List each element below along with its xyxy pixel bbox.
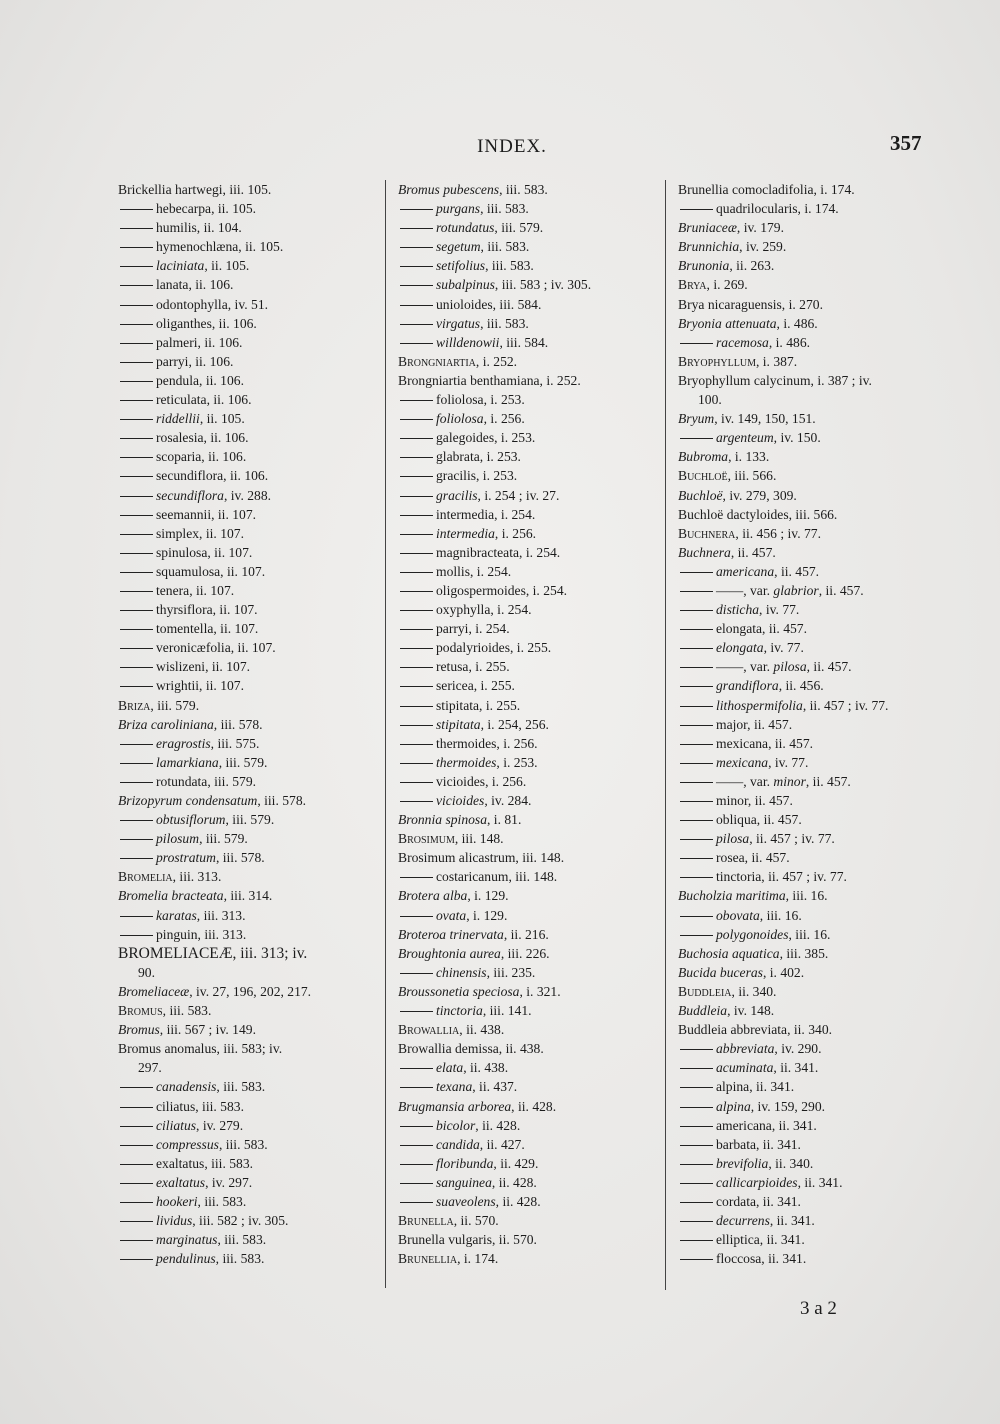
index-entry: obovata, iii. 16. [678, 906, 940, 925]
index-entry: mollis, i. 254. [398, 562, 660, 581]
index-entry: Brizopyrum condensatum, iii. 578. [118, 793, 307, 808]
index-entry: Bucida buceras, i. 402. [678, 964, 805, 980]
index-entry: Buchnera, ii. 457. [678, 544, 776, 560]
index-entry: magnibracteata, i. 254. [398, 543, 660, 562]
index-entry: seemannii, ii. 107. [118, 505, 380, 524]
index-entry: Bromelia bracteata, iii. 314. [118, 888, 273, 904]
index-entry: lamarkiana, iii. 579. [118, 753, 380, 772]
column-divider [385, 180, 386, 1288]
index-entry: prostratum, iii. 578. [118, 848, 380, 867]
index-entry: stipitata, i. 254, 256. [398, 715, 660, 734]
index-entry: Brunella vulgaris, ii. 570. [398, 1232, 537, 1248]
index-entry: foliolosa, i. 253. [398, 390, 660, 409]
index-entry: tenera, ii. 107. [118, 581, 380, 600]
index-entry: sanguinea, ii. 428. [398, 1173, 660, 1192]
index-entry: Buddleia, iv. 148. [678, 1003, 775, 1019]
index-entry: elongata, ii. 457. [678, 619, 940, 638]
index-entry: intermedia, i. 256. [398, 524, 660, 543]
index-entry: ovata, i. 129. [398, 906, 660, 925]
index-entry: Browallia demissa, ii. 438. [398, 1041, 544, 1057]
index-entry: Broussonetia speciosa, i. 321. [398, 983, 561, 999]
page-title: INDEX. [477, 136, 547, 157]
index-entry: 90. [138, 964, 155, 980]
index-entry: floccosa, ii. 341. [678, 1249, 940, 1268]
index-entry: sericea, i. 255. [398, 676, 660, 695]
index-entry: hookeri, iii. 583. [118, 1192, 380, 1211]
index-entry: Buddleia abbreviata, ii. 340. [678, 1022, 833, 1038]
index-entry: rosalesia, ii. 106. [118, 428, 380, 447]
index-entry: Brongniartia benthamiana, i. 252. [398, 372, 581, 388]
index-entry: Briza caroliniana, iii. 578. [118, 716, 263, 732]
index-entry: oliganthes, ii. 106. [118, 314, 380, 333]
index-entry: vicioides, iv. 284. [398, 791, 660, 810]
index-entry: parryi, ii. 106. [118, 352, 380, 371]
index-entry: Buchnera, ii. 456 ; iv. 77. [678, 525, 821, 541]
index-entry: Buchosia aquatica, iii. 385. [678, 945, 829, 961]
index-entry: elongata, iv. 77. [678, 638, 940, 657]
index-entry: Brunellia comocladifolia, i. 174. [678, 182, 855, 197]
index-entry: thermoides, i. 256. [398, 734, 660, 753]
index-entry: parryi, i. 254. [398, 619, 660, 638]
index-entry: exaltatus, iii. 583. [118, 1154, 380, 1173]
index-entry: marginatus, iii. 583. [118, 1230, 380, 1249]
index-entry: ——, var. minor, ii. 457. [678, 772, 940, 791]
index-entry: pinguin, iii. 313. [118, 925, 380, 944]
index-entry: ——, var. glabrior, ii. 457. [678, 581, 940, 600]
index-entry: virgatus, iii. 583. [398, 314, 660, 333]
index-entry: Broughtonia aurea, iii. 226. [398, 945, 550, 961]
index-entry: obliqua, ii. 457. [678, 810, 940, 829]
index-entry: exaltatus, iv. 297. [118, 1173, 380, 1192]
index-entry: karatas, iii. 313. [118, 906, 380, 925]
index-entry: grandiflora, ii. 456. [678, 676, 940, 695]
index-entry: galegoides, i. 253. [398, 428, 660, 447]
index-entry: thermoides, i. 253. [398, 753, 660, 772]
index-entry: reticulata, ii. 106. [118, 390, 380, 409]
index-entry: Bryum, iv. 149, 150, 151. [678, 411, 816, 427]
index-entry: Bronnia spinosa, i. 81. [398, 812, 522, 828]
signature-mark: 3 a 2 [800, 1298, 837, 1319]
index-entry: ciliatus, iv. 279. [118, 1116, 380, 1135]
index-entry: rotundatus, iii. 579. [398, 218, 660, 237]
index-entry: Bryonia attenuata, i. 486. [678, 315, 818, 331]
index-entry: Bromeliaceæ, iv. 27, 196, 202, 217. [118, 983, 312, 999]
index-entry: racemosa, i. 486. [678, 333, 940, 352]
index-entry: rotundata, iii. 579. [118, 772, 380, 791]
index-entry: costaricanum, iii. 148. [398, 867, 660, 886]
index-entry: major, ii. 457. [678, 715, 940, 734]
index-entry: wrightii, ii. 107. [118, 676, 380, 695]
index-entry: pilosa, ii. 457 ; iv. 77. [678, 829, 940, 848]
index-entry: riddellii, ii. 105. [118, 409, 380, 428]
index-entry: floribunda, ii. 429. [398, 1154, 660, 1173]
index-entry: abbreviata, iv. 290. [678, 1039, 940, 1058]
index-entry: wislizeni, ii. 107. [118, 657, 380, 676]
index-entry: Bromelia, iii. 313. [118, 869, 222, 885]
index-entry: stipitata, i. 255. [398, 696, 660, 715]
index-entry: Bubroma, i. 133. [678, 449, 770, 465]
index-entry: thyrsiflora, ii. 107. [118, 600, 380, 619]
index-entry: 297. [138, 1060, 162, 1076]
index-entry: Broteroa trinervata, ii. 216. [398, 926, 549, 942]
index-entry: secundiflora, ii. 106. [118, 466, 380, 485]
index-entry: 100. [698, 392, 722, 408]
index-entry: intermedia, i. 254. [398, 505, 660, 524]
index-entry: tomentella, ii. 107. [118, 619, 380, 638]
index-entry: Buchloë dactyloides, iii. 566. [678, 506, 838, 522]
index-entry: pendulinus, iii. 583. [118, 1249, 380, 1268]
index-entry: Buddleia, ii. 340. [678, 983, 777, 999]
index-entry: pendula, ii. 106. [118, 371, 380, 390]
index-entry: rosea, ii. 457. [678, 848, 940, 867]
index-entry: squamulosa, ii. 107. [118, 562, 380, 581]
index-entry: pilosum, iii. 579. [118, 829, 380, 848]
index-entry: veronicæfolia, ii. 107. [118, 638, 380, 657]
index-entry: Brotera alba, i. 129. [398, 888, 509, 904]
index-entry: spinulosa, ii. 107. [118, 543, 380, 562]
index-entry: odontophylla, iv. 51. [118, 295, 380, 314]
index-entry: gracilis, i. 253. [398, 466, 660, 485]
index-entry: setifolius, iii. 583. [398, 256, 660, 275]
index-entry: tinctoria, iii. 141. [398, 1001, 660, 1020]
index-entry: Buchloë, iv. 279, 309. [678, 487, 797, 503]
index-entry: Buchloë, iii. 566. [678, 468, 777, 484]
index-entry: lithospermifolia, ii. 457 ; iv. 77. [678, 696, 940, 715]
index-entry: Bromus pubescens, iii. 583. [398, 182, 548, 197]
index-entry: retusa, i. 255. [398, 657, 660, 676]
index-entry: podalyrioides, i. 255. [398, 638, 660, 657]
index-entry: Brunellia, i. 174. [398, 1251, 499, 1267]
index-entry: Bryophyllum calycinum, i. 387 ; iv. [678, 372, 872, 388]
index-entry: hebecarpa, ii. 105. [118, 199, 380, 218]
index-entry: vicioides, i. 256. [398, 772, 660, 791]
index-entry: disticha, iv. 77. [678, 600, 940, 619]
index-entry: cordata, ii. 341. [678, 1192, 940, 1211]
index-entry: ——, var. pilosa, ii. 457. [678, 657, 940, 676]
index-entry: palmeri, ii. 106. [118, 333, 380, 352]
index-entry: gracilis, i. 254 ; iv. 27. [398, 486, 660, 505]
index-entry: Brosimum alicastrum, iii. 148. [398, 850, 565, 866]
index-entry: Bromus, iii. 583. [118, 1003, 212, 1019]
index-entry: willdenowii, iii. 584. [398, 333, 660, 352]
index-entry: chinensis, iii. 235. [398, 963, 660, 982]
index-entry: simplex, ii. 107. [118, 524, 380, 543]
index-entry: oligospermoides, i. 254. [398, 581, 660, 600]
index-entry: oxyphylla, i. 254. [398, 600, 660, 619]
index-entry: alpina, ii. 341. [678, 1077, 940, 1096]
index-entry: Bruniaceæ, iv. 179. [678, 220, 784, 236]
column-divider [665, 180, 666, 1290]
index-entry: Brya nicaraguensis, i. 270. [678, 296, 823, 312]
index-entry: Brunella, ii. 570. [398, 1213, 499, 1229]
index-entry: ciliatus, iii. 583. [118, 1097, 380, 1116]
index-entry: Brongniartia, i. 252. [398, 353, 518, 369]
index-column-3 [678, 180, 940, 1268]
index-entry: texana, ii. 437. [398, 1077, 660, 1096]
index-entry: Brya, i. 269. [678, 277, 748, 293]
index-entry: Brickellia hartwegi, iii. 105. [118, 182, 272, 197]
index-entry: Brosimum, iii. 148. [398, 831, 504, 847]
index-entry: Brunonia, ii. 263. [678, 258, 775, 274]
index-entry: lividus, iii. 582 ; iv. 305. [118, 1211, 380, 1230]
index-entry: foliolosa, i. 256. [398, 409, 660, 428]
index-column-2 [398, 180, 660, 1268]
index-entry: Bromus, iii. 567 ; iv. 149. [118, 1022, 256, 1038]
index-entry: tinctoria, ii. 457 ; iv. 77. [678, 867, 940, 886]
index-entry: Browallia, ii. 438. [398, 1022, 505, 1038]
index-entry: laciniata, ii. 105. [118, 256, 380, 275]
index-entry: humilis, ii. 104. [118, 218, 380, 237]
index-entry: eragrostis, iii. 575. [118, 734, 380, 753]
index-entry: Bromus anomalus, iii. 583; iv. [118, 1041, 283, 1057]
index-entry: Brunnichia, iv. 259. [678, 239, 787, 255]
index-entry: polygonoides, iii. 16. [678, 925, 940, 944]
index-entry: mexicana, ii. 457. [678, 734, 940, 753]
index-entry: barbata, ii. 341. [678, 1135, 940, 1154]
index-entry: elliptica, ii. 341. [678, 1230, 940, 1249]
index-entry: argenteum, iv. 150. [678, 428, 940, 447]
index-entry: secundiflora, iv. 288. [118, 486, 380, 505]
index-entry: canadensis, iii. 583. [118, 1077, 380, 1096]
index-entry: Bryophyllum, i. 387. [678, 353, 798, 369]
index-entry: compressus, iii. 583. [118, 1135, 380, 1154]
index-entry: decurrens, ii. 341. [678, 1211, 940, 1230]
index-entry: Briza, iii. 579. [118, 697, 200, 713]
index-entry: Bucholzia maritima, iii. 16. [678, 888, 828, 904]
index-entry: Brugmansia arborea, ii. 428. [398, 1098, 557, 1114]
index-entry: subalpinus, iii. 583 ; iv. 305. [398, 275, 660, 294]
index-entry: americana, ii. 341. [678, 1116, 940, 1135]
index-entry: glabrata, i. 253. [398, 447, 660, 466]
index-entry: hymenochlæna, ii. 105. [118, 237, 380, 256]
index-entry: mexicana, iv. 77. [678, 753, 940, 772]
index-entry: candida, ii. 427. [398, 1135, 660, 1154]
index-entry: purgans, iii. 583. [398, 199, 660, 218]
index-entry: alpina, iv. 159, 290. [678, 1097, 940, 1116]
index-entry: brevifolia, ii. 340. [678, 1154, 940, 1173]
index-entry: quadrilocularis, i. 174. [678, 199, 940, 218]
index-entry: segetum, iii. 583. [398, 237, 660, 256]
index-entry: americana, ii. 457. [678, 562, 940, 581]
index-entry: BROMELIACEÆ, iii. 313; iv. [118, 944, 308, 962]
index-entry: suaveolens, ii. 428. [398, 1192, 660, 1211]
index-column-1 [118, 180, 380, 1268]
index-entry: unioloides, iii. 584. [398, 295, 660, 314]
index-entry: acuminata, ii. 341. [678, 1058, 940, 1077]
index-entry: lanata, ii. 106. [118, 275, 380, 294]
index-entry: callicarpioides, ii. 341. [678, 1173, 940, 1192]
index-entry: obtusiflorum, iii. 579. [118, 810, 380, 829]
index-entry: elata, ii. 438. [398, 1058, 660, 1077]
page-number: 357 [890, 131, 922, 155]
index-entry: scoparia, ii. 106. [118, 447, 380, 466]
index-entry: bicolor, ii. 428. [398, 1116, 660, 1135]
index-entry: minor, ii. 457. [678, 791, 940, 810]
